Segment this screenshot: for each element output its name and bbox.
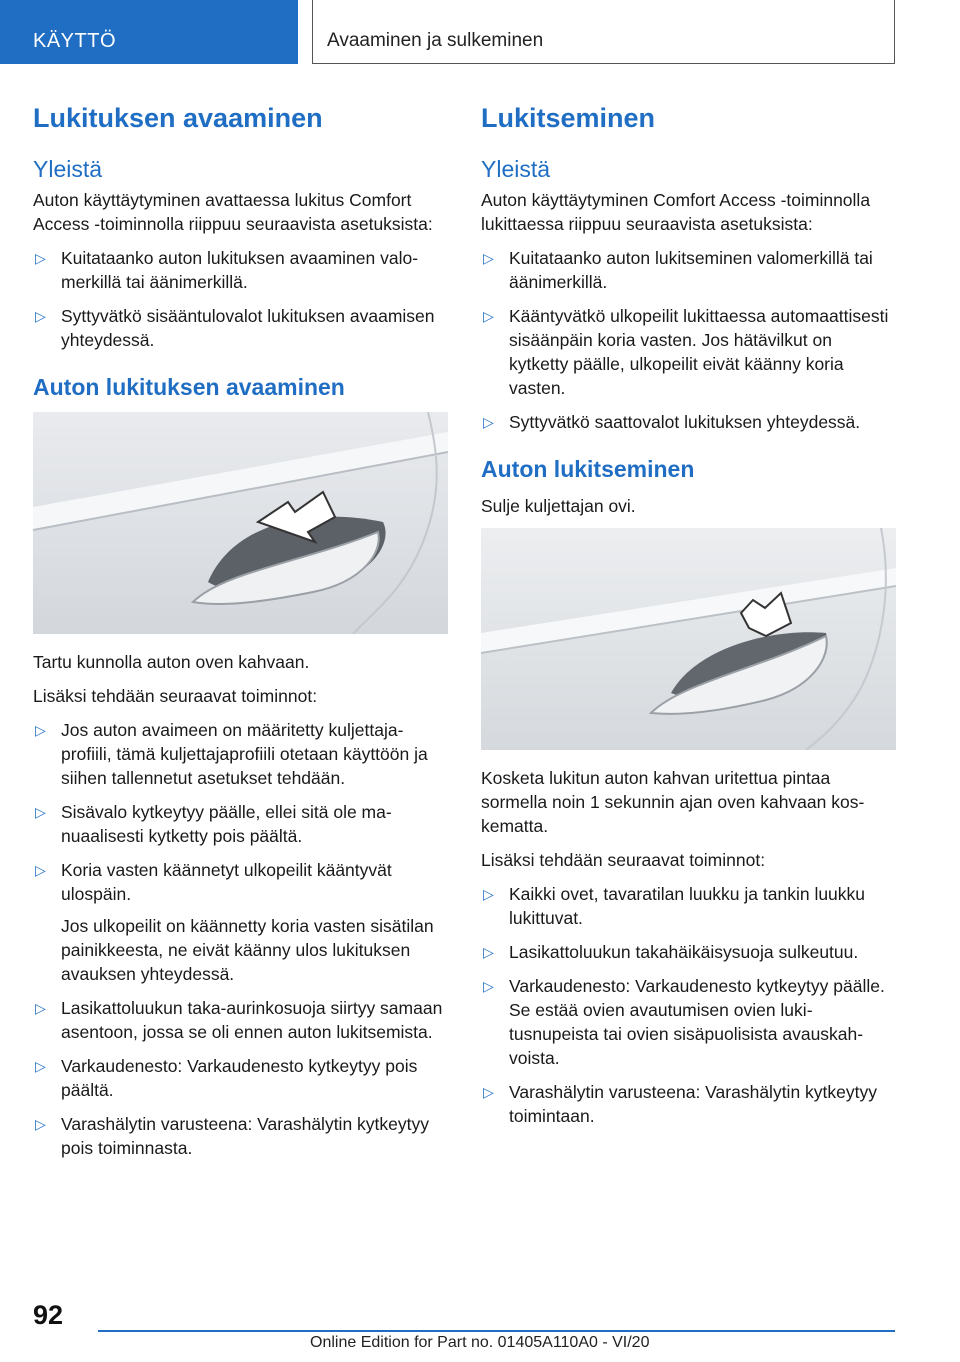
triangle-bullet-icon: ▷ <box>35 308 46 324</box>
triangle-bullet-icon: ▷ <box>483 978 494 994</box>
unlock-more: Lisäksi tehdään seuraavat toiminnot: <box>33 686 318 706</box>
left-column <box>33 100 448 1170</box>
lock-step: Sulje kuljettajan ovi. <box>481 496 636 516</box>
triangle-bullet-icon: ▷ <box>483 1084 494 1100</box>
unlock-functions-list <box>33 718 448 1160</box>
list-item: ▷ Koria vasten käännetyt ulkopeilit kääntyvät ulospäin. Jos ulkopeilit on käännetty koria vasten sisätilan painikkeesta, ne eivät käänny ulos lukituksen avauksen yhteydessä. <box>33 858 448 986</box>
triangle-bullet-icon: ▷ <box>35 250 46 266</box>
mirror-note: Jos ulkopeilit on käännetty koria vasten sisätilan painikkeesta, ne eivät käänny ulos lukituksen avauksen yhteydessä. <box>61 916 434 984</box>
list-item: ▷ Varashälytin varusteena: Varashälytin kytkeytyy toimintaan. <box>483 1082 877 1126</box>
footer-edition: Online Edition for Part no. 01405A110A0 - VI/20 <box>310 1334 650 1351</box>
section-label: KÄYTTÖ <box>33 30 117 52</box>
heading-lock-car: Auton lukitseminen <box>481 456 695 482</box>
section-title-locking: Lukitseminen <box>481 103 656 133</box>
section-tab <box>0 0 298 64</box>
list-item: ▷ Syttyvätkö saattovalot lukituksen yhteydessä. <box>483 412 861 432</box>
general-list <box>481 246 896 434</box>
section-title-unlocking: Lukituksen avaaminen <box>33 103 323 133</box>
list-item: ▷ Varkaudenesto: Varkaudenesto kytkeytyy päälle. Se estää ovien avautumisen ovien lukitusnupeista tai ovien sisäpuolisista avauskahvoista. <box>483 976 885 1068</box>
triangle-bullet-icon: ▷ <box>35 1000 46 1016</box>
list-item: ▷ Lasikattoluukun taka-aurinkosuoja siirtyy samaan asentoon, jossa se oli ennen auton lukitsemista. <box>35 998 443 1042</box>
list-item: ▷ Lasikattoluukun takahäikäisysuoja sulkeutuu. <box>483 942 859 962</box>
list-item: ▷ Kääntyvätkö ulkopeilit lukittaessa automaattisesti sisäänpäin koria vasten. Jos hätävilkut on kytketty päälle, ulkopeilit eivät käänny koria vasten. <box>483 306 889 398</box>
list-item: ▷ Varashälytin varusteena: Varashälytin kytkeytyy pois toiminnasta. <box>35 1114 429 1158</box>
heading-general: Yleistä <box>33 156 103 182</box>
list-item: ▷ Kuitataanko auton lukituksen avaaminen valomerkillä tai äänimerkillä. <box>35 248 419 292</box>
lock-caption: Kosketa lukitun auton kahvan uritettua pintaa sormella noin 1 sekunnin ajan oven kahvaan koskematta. <box>481 768 865 836</box>
general-intro: Auton käyttäytyminen avattaessa lukitus Comfort Access -toiminnolla riippuu seuraavista asetuksista: <box>33 190 433 234</box>
heading-unlock-car: Auton lukituksen avaaminen <box>33 374 345 400</box>
triangle-bullet-icon: ▷ <box>35 722 46 738</box>
triangle-bullet-icon: ▷ <box>35 804 46 820</box>
triangle-bullet-icon: ▷ <box>35 1116 46 1132</box>
right-column <box>481 100 896 1138</box>
footer-rule <box>98 1330 895 1332</box>
lock-more: Lisäksi tehdään seuraavat toiminnot: <box>481 850 766 870</box>
page-number: 92 <box>33 1300 64 1330</box>
list-item: ▷ Varkaudenesto: Varkaudenesto kytkeytyy pois päältä. <box>35 1056 418 1100</box>
door-handle-touch-image <box>481 528 896 750</box>
door-handle-grip-image <box>33 412 448 634</box>
triangle-bullet-icon: ▷ <box>483 414 494 430</box>
triangle-bullet-icon: ▷ <box>483 886 494 902</box>
heading-general: Yleistä <box>481 156 551 182</box>
lock-functions-list <box>481 882 896 1128</box>
list-item: ▷ Jos auton avaimeen on määritetty kuljettajaprofiili, tämä kuljettajaprofiili otetaan käyttöön ja siihen tallennetut asetukset tehdään. <box>35 720 428 788</box>
chapter-header <box>312 0 895 64</box>
triangle-bullet-icon: ▷ <box>483 308 494 324</box>
list-item: ▷ Kuitataanko auton lukitseminen valomerkillä tai äänimerkillä. <box>483 248 873 292</box>
list-item: ▷ Kaikki ovet, tavaratilan luukku ja tankin luukku lukittuvat. <box>483 884 866 928</box>
general-list <box>33 246 448 352</box>
list-item: ▷ Sisävalo kytkeytyy päälle, ellei sitä ole manuaalisesti kytketty pois päältä. <box>35 802 392 846</box>
triangle-bullet-icon: ▷ <box>483 250 494 266</box>
triangle-bullet-icon: ▷ <box>483 944 494 960</box>
triangle-bullet-icon: ▷ <box>35 862 46 878</box>
chapter-title: Avaaminen ja sulkeminen <box>327 30 544 51</box>
list-item: ▷ Syttyvätkö sisääntulovalot lukituksen avaamisen yhteydessä. <box>35 306 435 350</box>
unlock-caption: Tartu kunnolla auton oven kahvaan. <box>33 652 310 672</box>
general-intro: Auton käyttäytyminen Comfort Access -toiminnolla lukittaessa riippuu seuraavista asetuksista: <box>481 190 871 234</box>
triangle-bullet-icon: ▷ <box>35 1058 46 1074</box>
